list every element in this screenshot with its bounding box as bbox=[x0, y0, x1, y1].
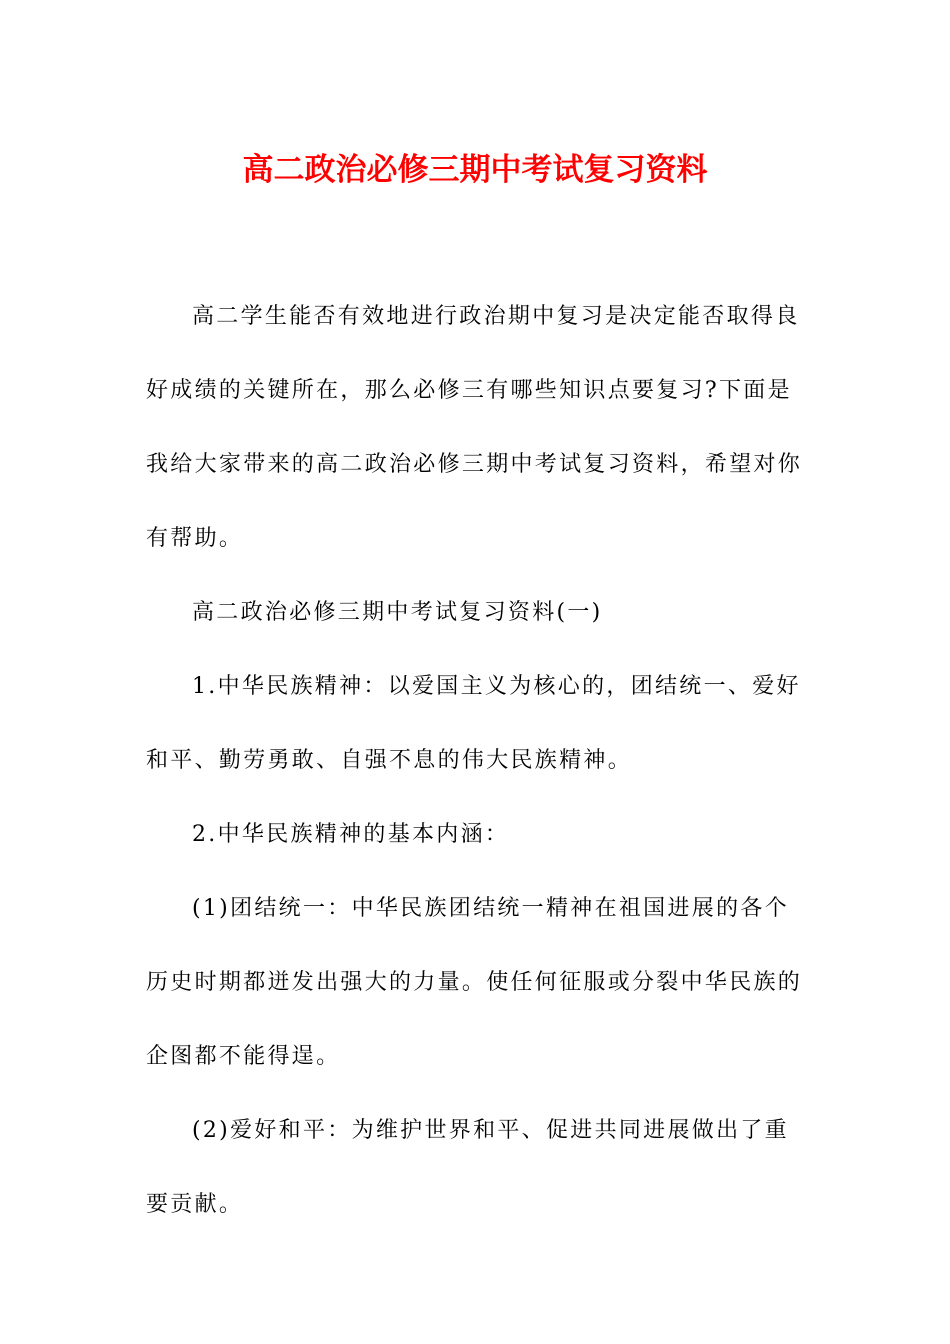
intro-paragraph: 高二学生能否有效地进行政治期中复习是决定能否取得良好成绩的关键所在，那么必修三有哪些知识点要复习?下面是我给大家带来的高二政治必修三期中考试复习资料，希望对你有帮助。 bbox=[146, 304, 803, 551]
subpoint-2-paragraph: (2)爱好和平：为维护世界和平、促进共同进展做出了重要贡献。 bbox=[146, 1118, 789, 1217]
section-heading: 高二政治必修三期中考试复习资料(一) bbox=[192, 600, 603, 625]
document-body bbox=[146, 280, 806, 1242]
subpoint-1-paragraph: (1)团结统一：中华民族团结统一精神在祖国进展的各个历史时期都迸发出强大的力量。使任何征服或分裂中华民族的企图都不能得逞。 bbox=[146, 896, 803, 1069]
point-2-paragraph: 2.中华民族精神的基本内涵： bbox=[192, 822, 510, 847]
point-1-paragraph: 1.中华民族精神：以爱国主义为核心的，团结统一、爱好和平、勤劳勇敢、自强不息的伟大民族精神。 bbox=[146, 674, 801, 773]
document-title: 高二政治必修三期中考试复习资料 bbox=[242, 152, 708, 188]
